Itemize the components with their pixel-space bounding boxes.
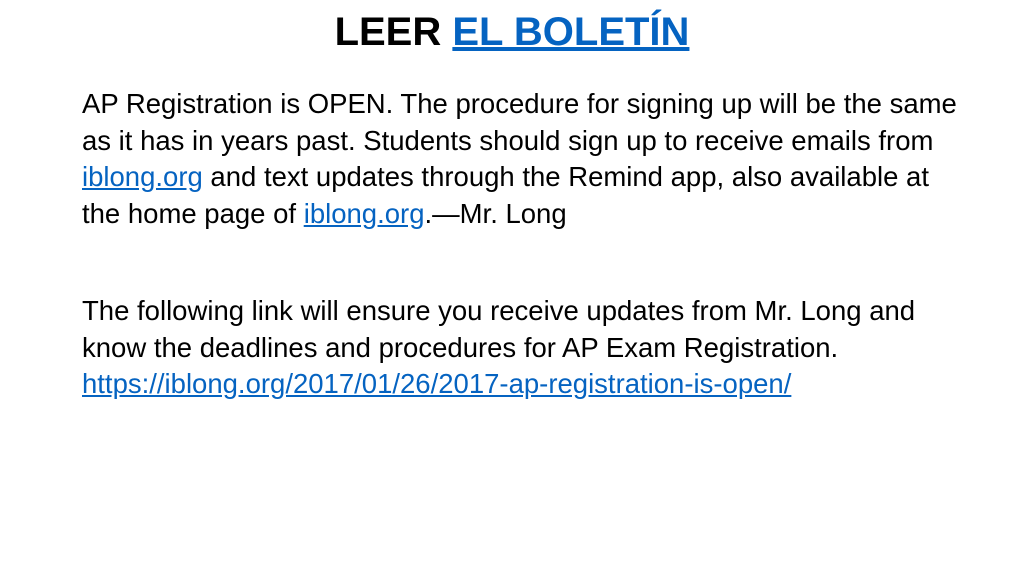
paragraph1-text-c: .—Mr. Long (424, 197, 567, 229)
registration-paragraph (82, 86, 972, 232)
registration-url-link[interactable]: https://iblong.org/2017/01/26/2017-ap-registration-is-open/ (82, 368, 792, 399)
newsletter-link[interactable]: EL BOLETÍN (452, 10, 690, 54)
iblong-link-1[interactable]: iblong.org (82, 161, 203, 192)
title-prefix: LEER (334, 10, 442, 54)
updates-paragraph (82, 293, 972, 403)
paragraph1-text-a: AP Registration is OPEN. The procedure for signing up will be the same as it has in years past. Students should sign up to receive emails from (82, 88, 957, 156)
iblong-link-2[interactable]: iblong.org (303, 197, 425, 229)
paragraph2-text: The following link will ensure you receive updates from Mr. Long and know the deadlines and procedures for AP Exam Registration. (82, 295, 916, 363)
paragraph1-text-b: and text updates through the Remind app, also available at the home page of (82, 161, 929, 229)
slide-title (0, 8, 1024, 56)
